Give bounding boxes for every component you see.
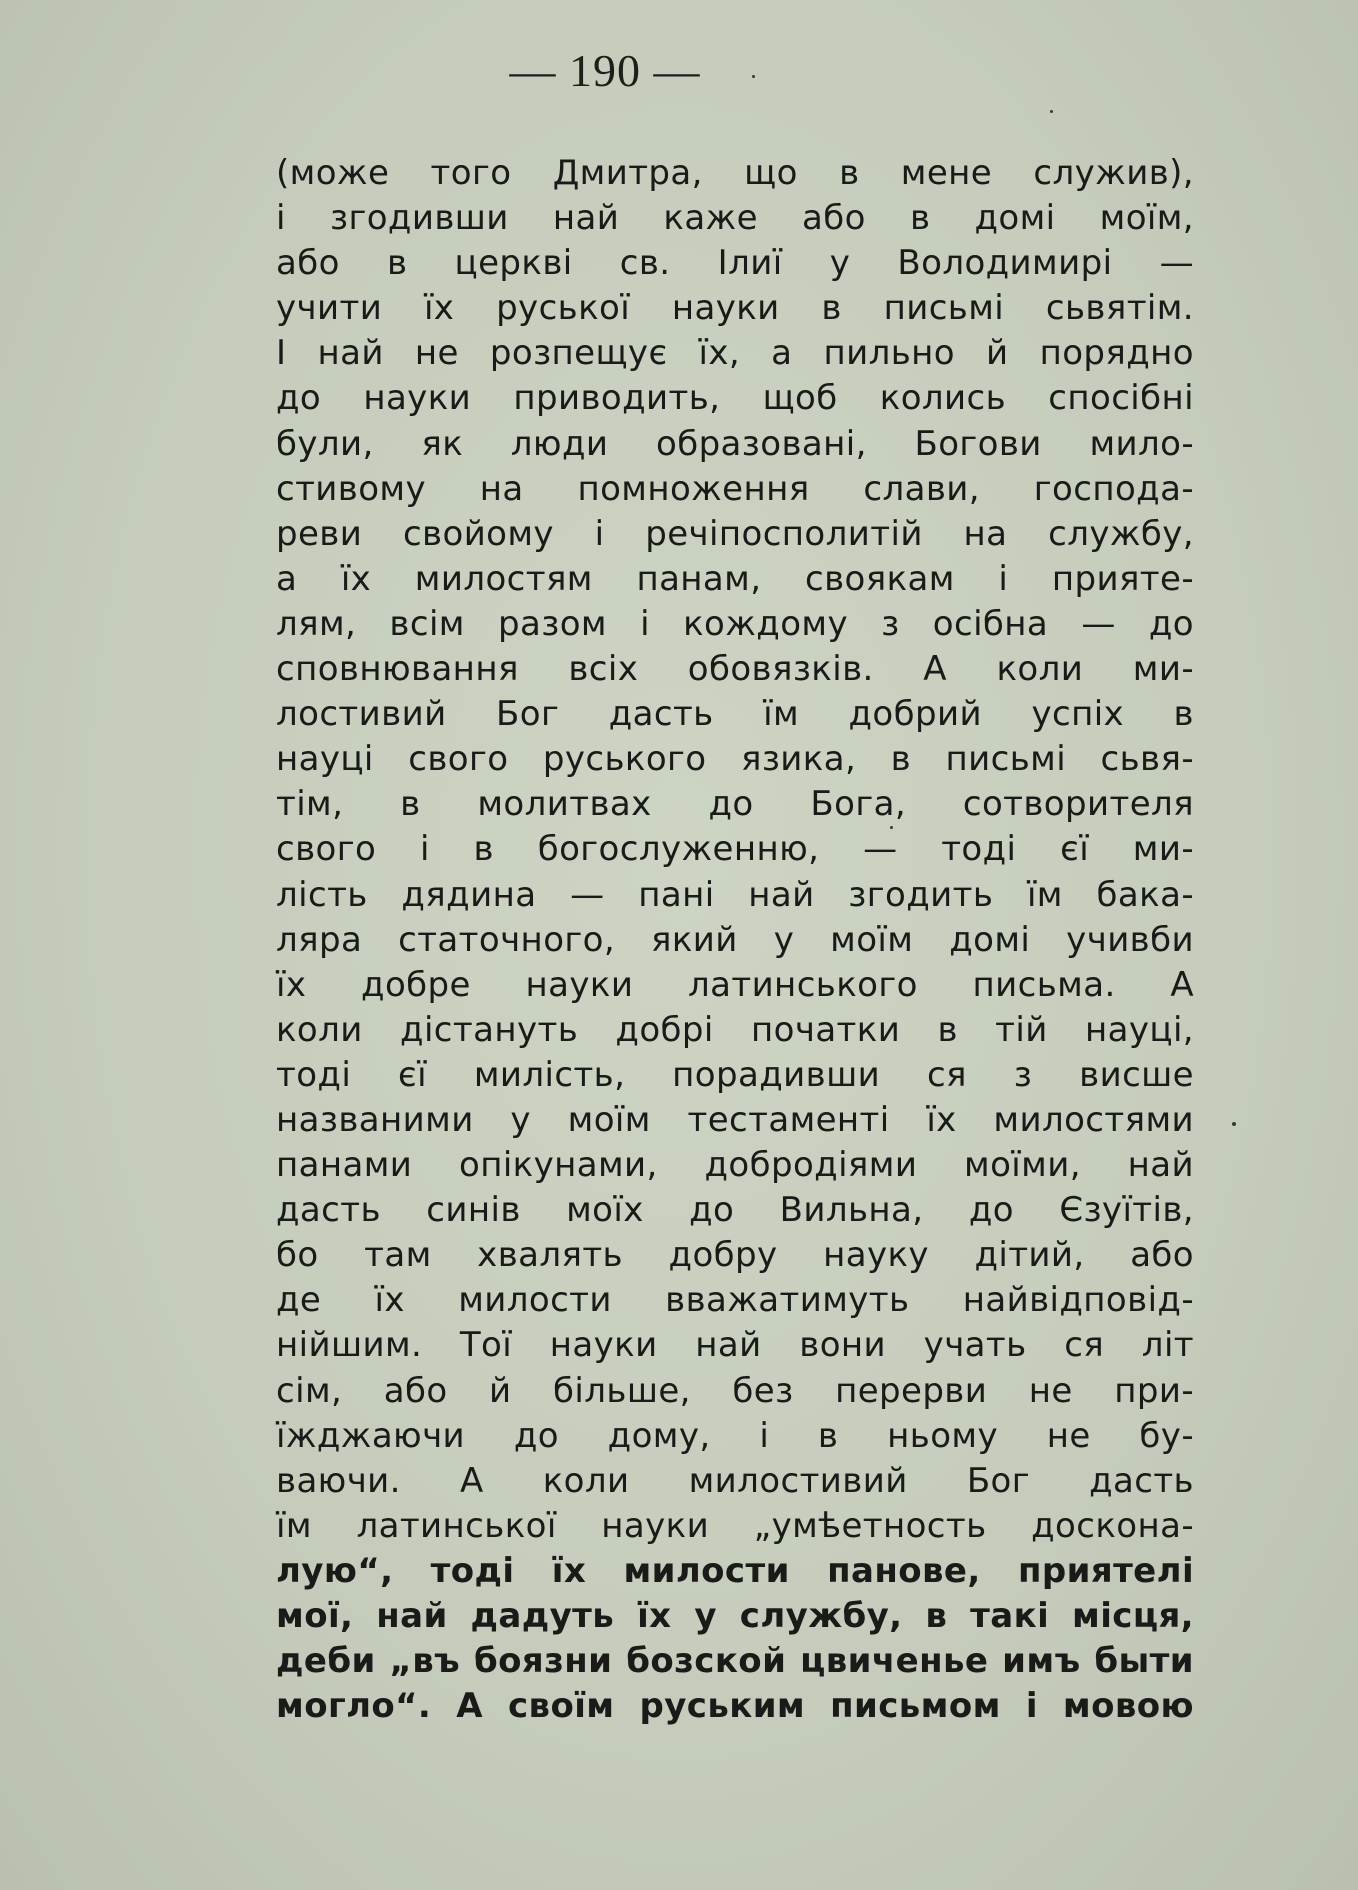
text-line: лям, всім разом і кождому з осібна — до [276,603,1194,644]
paper-speck [890,826,893,829]
text-line: тім, в молитвах до Бога, сотворителя [276,784,1194,825]
text-line: свого і в богослуженню, — тоді єї ми- [276,829,1194,870]
text-line: ваючи. А коли милостивий Бог дасть [276,1460,1194,1501]
text-line: (може того Дмитра, що в мене служив), [276,153,1194,193]
text-line: були, як люди образовані, Богови мило- [276,423,1194,464]
text-line: а їх милостям панам, своякам і прияте- [276,558,1194,599]
text-line: І най не розпещує їх, а пильно й порядно [276,333,1194,374]
text-line: могло“. А своїм руським письмом і мовою [276,1686,1194,1727]
page-number: — 190 — [509,45,701,96]
text-line: учити їх руської науки в письмі сьвятім. [276,288,1194,329]
text-line: тоді єї милість, порадивши ся з висше [276,1054,1194,1095]
text-line: деби „въ боязни бозской цвиченье имъ быти [276,1641,1194,1682]
text-line: бо там хвалять добру науку дітий, або [276,1235,1194,1276]
paper-speck [1232,1122,1236,1126]
paper-speck [752,75,755,78]
text-line: лую“, тоді їх милости панове, приятелі [276,1550,1194,1591]
text-line: названими у моїм тестаменті їх милостями [276,1099,1194,1140]
body-text [276,151,1194,1729]
text-line: сповнювання всіх обовязків. А коли ми- [276,649,1194,690]
text-line: їм латинської науки „умѣетность доскона- [276,1505,1194,1546]
text-line: або в церкві св. Ілиї у Володимирі — [276,243,1194,284]
text-line: де їх милости вважатимуть найвідповід- [276,1280,1194,1321]
text-line: ляра статочного, який у моїм домі учивби [276,919,1194,960]
text-line: панами опікунами, добродіями моїми, най [276,1145,1194,1186]
text-line: і згодивши най каже або в домі моїм, [276,198,1194,239]
text-line: коли дістануть добрі початки в тій науці, [276,1009,1194,1050]
text-line: нійшим. Тої науки най вони учать ся літ [276,1325,1194,1366]
text-line: їжджаючи до дому, і в ньому не бу- [276,1415,1194,1456]
text-line: мої, най дадуть їх у службу, в такі місця, [276,1596,1194,1636]
text-line: до науки приводить, щоб колись спосібні [276,378,1194,419]
text-line: дасть синів моїх до Вильна, до Єзуїтів, [276,1190,1194,1231]
text-line: їх добре науки латинського письма. А [276,964,1194,1005]
paper-speck [1050,110,1053,113]
text-line: сім, або й більше, без перерви не при- [276,1370,1194,1411]
text-line: лостивий Бог дасть їм добрий успіх в [276,694,1194,735]
text-line: науці свого руського язика, в письмі сьвя- [276,739,1194,780]
text-line: лість дядина — пані най згодить їм бака- [276,874,1194,915]
text-line: стивому на помноження слави, господа- [276,468,1194,509]
text-line: реви свойому і речіпосполитій на службу, [276,513,1194,554]
